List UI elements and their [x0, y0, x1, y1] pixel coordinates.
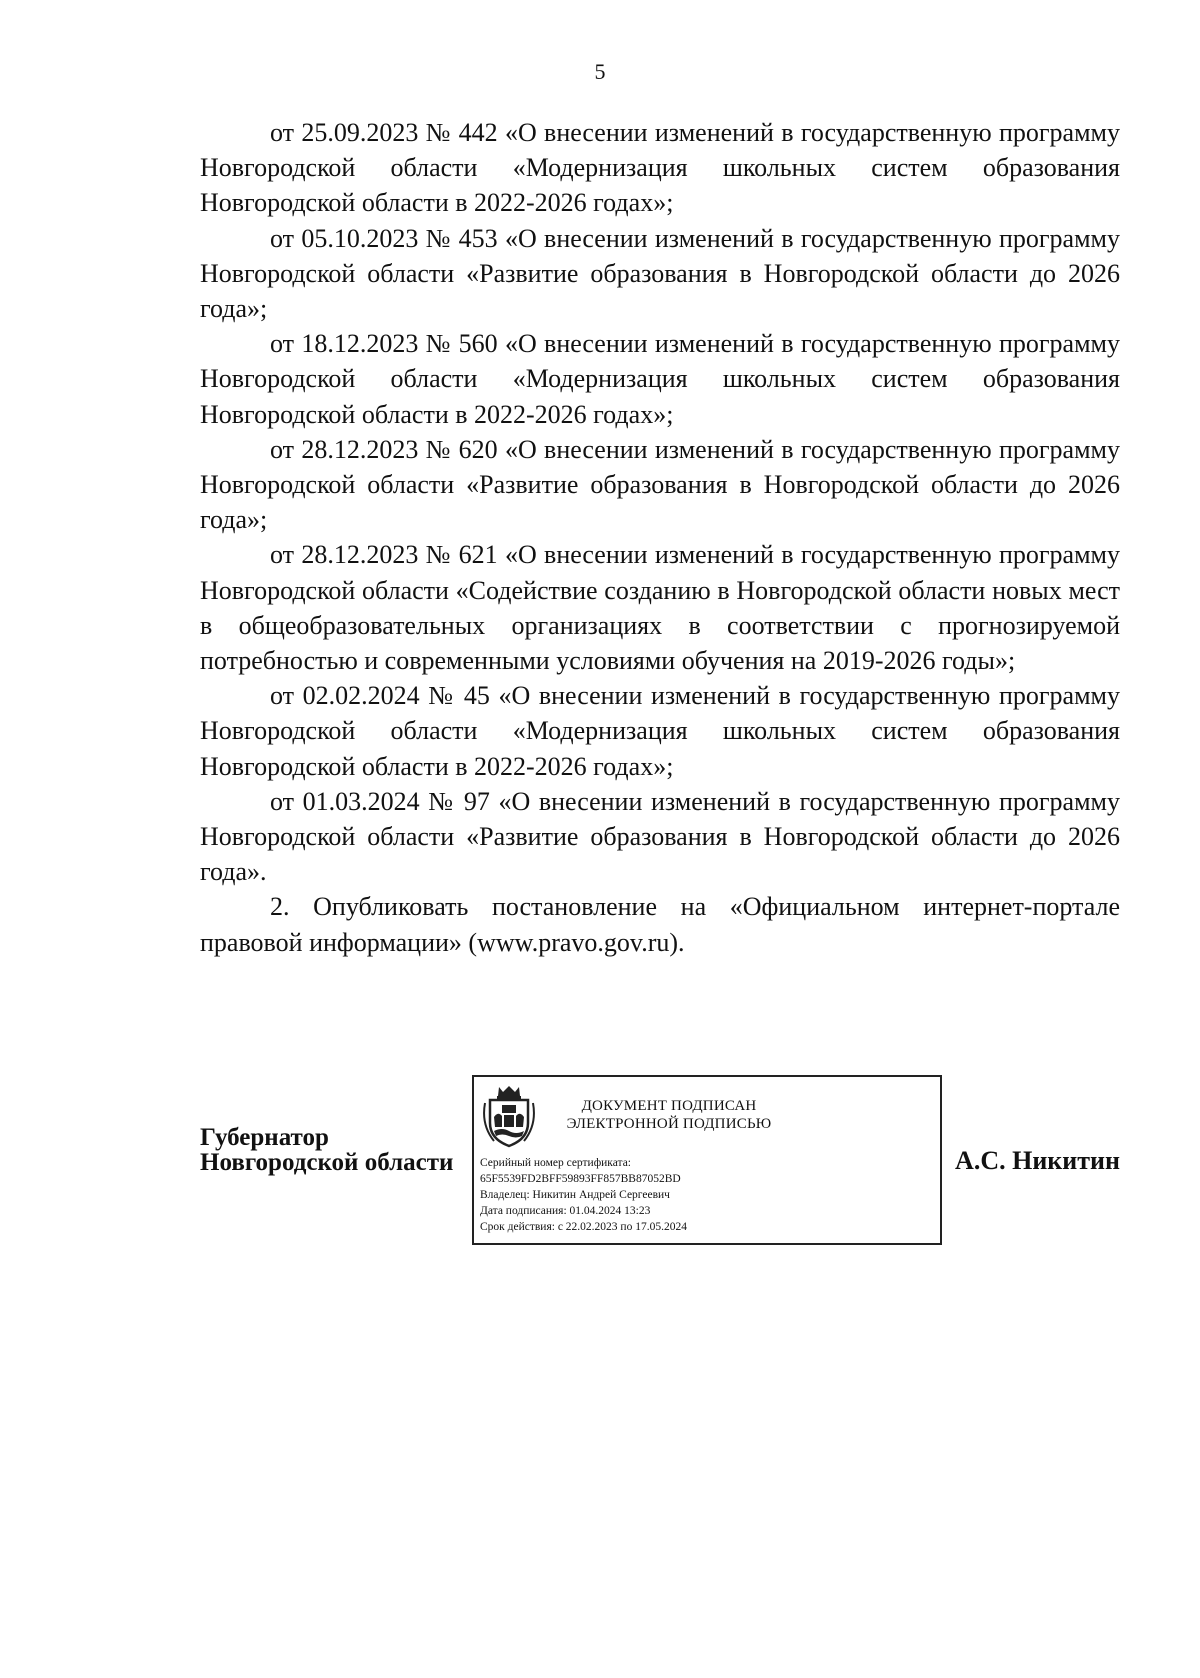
paragraph-amendment-621: от 28.12.2023 № 621 «О внесении изменений в государственную программу Новгородской области «Содействие созданию в Новгородской области новых мест в общеобразовательных организациях в соответствии с прогнозируемой потребностью и современными условиями обучения на 2019-2026 годы»;: [200, 540, 1120, 676]
signer-position: [200, 1125, 453, 1175]
document-body: [200, 115, 1120, 960]
certificate-validity: Срок действия: с 22.02.2023 по 17.05.2024: [480, 1221, 687, 1233]
paragraph-amendment-560: от 18.12.2023 № 560 «О внесении изменений в государственную программу Новгородской области «Модернизация школьных систем образования Новгородской области в 2022-2026 годах»;: [200, 329, 1120, 429]
page-number: 5: [594, 59, 606, 84]
certificate-owner: Владелец: Никитин Андрей Сергеевич: [480, 1189, 670, 1201]
signing-date: Дата подписания: 01.04.2024 13:23: [480, 1205, 651, 1217]
paragraph-amendment-442: от 25.09.2023 № 442 «О внесении изменений в государственную программу Новгородской области «Модернизация школьных систем образования Новгородской области в 2022-2026 годах»;: [200, 118, 1120, 218]
paragraph-amendment-45: от 02.02.2024 № 45 «О внесении изменений в государственную программу Новгородской области «Модернизация школьных систем образования Новгородской области в 2022-2026 годах»;: [200, 681, 1120, 781]
paragraph-amendment-453: от 05.10.2023 № 453 «О внесении изменений в государственную программу Новгородской области «Развитие образования в Новгородской области до 2026 года»;: [200, 223, 1120, 324]
electronic-signature-stamp: [472, 1075, 942, 1245]
certificate-serial-number: 65F5539FD2BFF59893FF857BB87052BD: [480, 1173, 681, 1185]
signer-name: А.С. Никитин: [955, 1146, 1120, 1175]
signature-block: [200, 1075, 1120, 1250]
paragraph-publish-instruction: 2. Опубликовать постановление на «Официальном интернет-портале правовой информации» (www.pravo.gov.ru).: [200, 892, 1120, 957]
coat-of-arms-icon: [480, 1083, 538, 1149]
stamp-details: [480, 1155, 687, 1235]
signer-position-line2: Новгородской области: [200, 1149, 454, 1176]
stamp-heading-line1: ДОКУМЕНТ ПОДПИСАН: [581, 1098, 757, 1114]
certificate-serial-label: Серийный номер сертификата:: [480, 1157, 631, 1169]
signer-position-line1: Губернатор: [200, 1124, 329, 1151]
stamp-heading: [549, 1097, 789, 1133]
paragraph-amendment-97: от 01.03.2024 № 97 «О внесении изменений в государственную программу Новгородской области «Развитие образования в Новгородской области до 2026 года».: [200, 786, 1120, 887]
paragraph-amendment-620: от 28.12.2023 № 620 «О внесении изменений в государственную программу Новгородской области «Развитие образования в Новгородской области до 2026 года»;: [200, 434, 1120, 535]
stamp-heading-line2: ЭЛЕКТРОННОЙ ПОДПИСЬЮ: [566, 1116, 772, 1132]
